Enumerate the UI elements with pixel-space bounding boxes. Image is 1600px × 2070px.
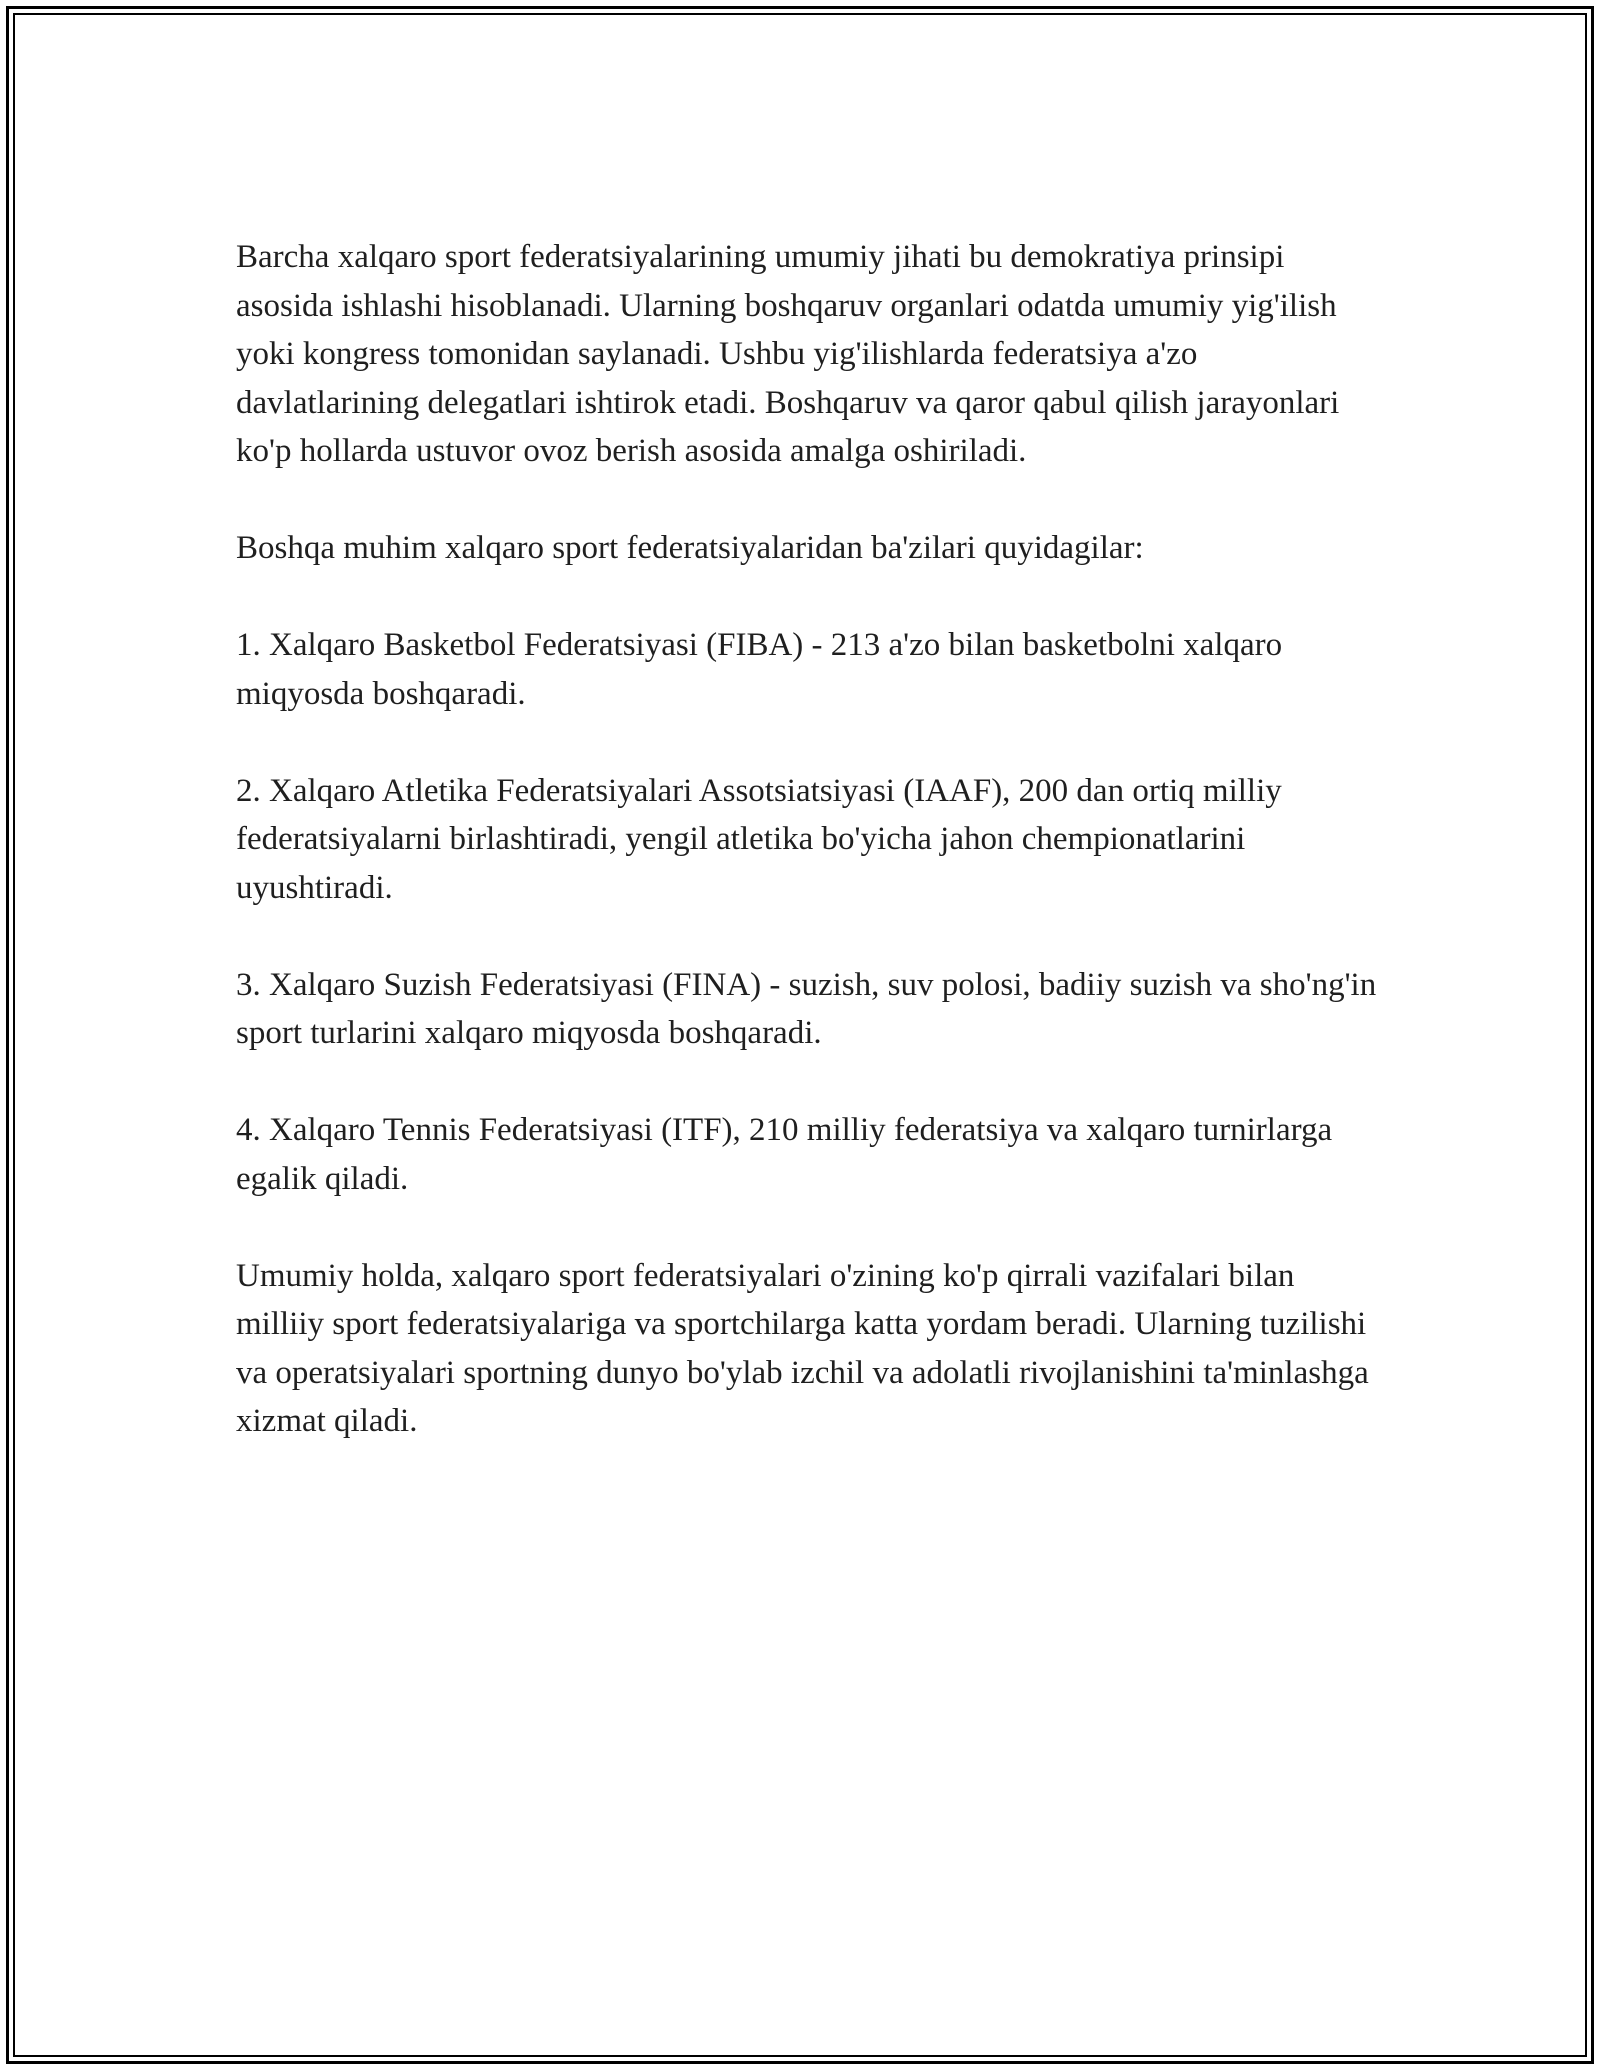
document-body — [236, 233, 1386, 1446]
list-item-fiba: 1. Xalqaro Basketbol Federatsiyasi (FIBA) - 213 a'zo bilan basketbolni xalqaro miqyosda boshqaradi. — [236, 627, 1283, 712]
list-item-fina: 3. Xalqaro Suzish Federatsiyasi (FINA) - suzish, suv polosi, badiiy suzish va sho'ng'in sport turlarini xalqaro miqyosda boshqaradi. — [236, 966, 1377, 1051]
paragraph-intro: Barcha xalqaro sport federatsiyalarining umumiy jihati bu demokratiya prinsipi asosida ishlashi hisoblanadi. Ularning boshqaruv organlari odatda umumiy yig'ilish yoki kongress tomonidan saylanadi. Ushbu yig'ilishlarda federatsiya a'zo davlatlarining delegatlari ishtirok etadi. Boshqaruv va qaror qabul qilish jarayonlari ko'p hollarda ustuvor ovoz berish asosida amalga oshiriladi. — [236, 239, 1340, 469]
paragraph-list-intro: Boshqa muhim xalqaro sport federatsiyalaridan ba'zilari quyidagilar: — [236, 530, 1144, 566]
list-item-itf: 4. Xalqaro Tennis Federatsiyasi (ITF), 210 milliy federatsiya va xalqaro turnirlarga egalik qiladi. — [236, 1112, 1333, 1197]
list-item-iaaf: 2. Xalqaro Atletika Federatsiyalari Assotsiatsiyasi (IAAF), 200 dan ortiq milliy federatsiyalarni birlashtiradi, yengil atletika bo'yicha jahon chempionatlarini uyushtiradi. — [236, 772, 1282, 906]
paragraph-conclusion: Umumiy holda, xalqaro sport federatsiyalari o'zining ko'p qirrali vazifalari bilan milliiy sport federatsiyalariga va sportchilarga katta yordam beradi. Ularning tuzilishi va operatsiyalari sportning dunyo bo'ylab izchil va adolatli rivojlanishini ta'minlashga xizmat qiladi. — [236, 1257, 1369, 1439]
